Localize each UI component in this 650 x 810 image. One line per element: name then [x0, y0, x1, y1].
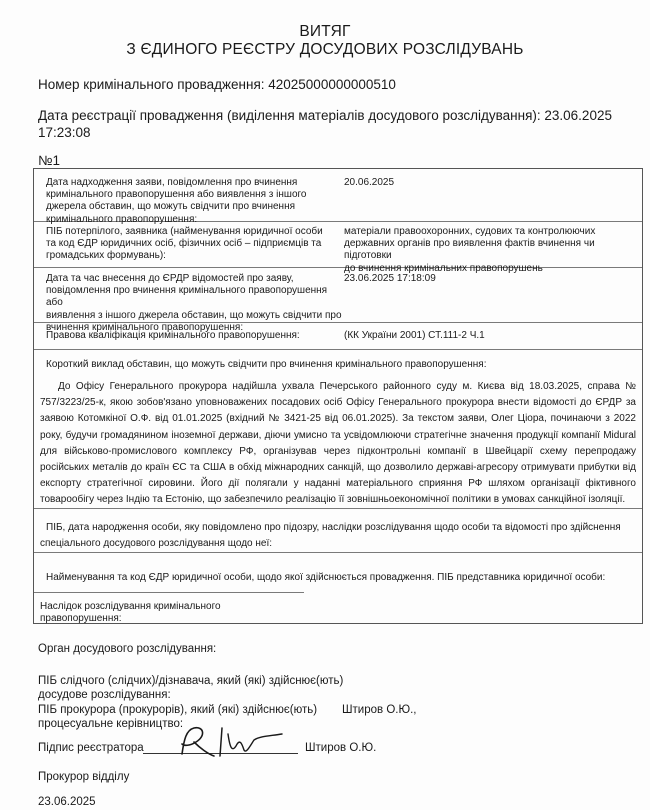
document-title: ВИТЯГ: [299, 23, 351, 40]
department-prosecutor-label: Прокурор відділу: [38, 771, 130, 783]
entry-number: №1: [38, 153, 60, 168]
prosecutor-label: ПІБ прокурора (прокурорів), який (які) здійснює(ють) процесуальне керівництво:: [38, 704, 318, 730]
row-divider: [34, 349, 642, 350]
prosecutor-name: Штиров О.Ю.,: [342, 704, 417, 716]
proceeding-number: Номер кримінального провадження: 42025000000000510: [38, 77, 396, 92]
investigator-label: ПІБ слідчого (слідчих)/дізнавача, який (які) здійснює(ють) досудове розслідування:: [38, 675, 344, 701]
registration-date-line1: Дата реєстрації провадження (виділення матеріалів досудового розслідування): 23.06.2025: [38, 108, 612, 123]
received-date-value: 20.06.2025: [344, 177, 395, 188]
registrar-name: Штиров О.Ю.: [305, 742, 377, 754]
signature-image: [170, 722, 290, 760]
registration-date-line2: 17:23:08: [38, 125, 91, 140]
registrar-signature-label: Підпис реєстратора: [38, 742, 144, 754]
qualification-value: (КК України 2001) СТ.111-2 Ч.1: [344, 330, 485, 341]
legal-entity-label: Найменування та код ЄДР юридичної особи, щодо якої здійснюється провадження. ПІБ представника юридичної особи:: [46, 572, 606, 583]
document-subtitle: З ЄДИНОГО РЕЄСТРУ ДОСУДОВИХ РОЗСЛІДУВАНЬ: [126, 41, 524, 58]
summary-text: До Офісу Генерального прокурора надійшла ухвала Печерського районного суду м. Києва від 18.03.2025, справа № 757/3223/25-к, якою зобов'язано уповноважених посадових осіб Офісу Генерального прокурора внести відомості до ЄРДР за заявою Котомкіної О.Ф. від 01.01.2025 (вхідний № 3421-25 від 06.01.2025). За текстом заяви, Олег Ціора, починаючи з 2022 року, будучи громадянином іноземної держави, діючи умисно та усвідомлюючи стратегічне значення продукції компанії Midural для військово-промислового комплексу РФ, організував через підконтрольні компанії в Швейцарії схему перепродажу російських металів до країн ЄС та США в обхід міжнародних санкцій, що дозволило державі-агресору отримувати прибутки від експорту стратегічної сировини. Його дії полягали у наданні матеріального сприяння РФ шляхом організації фіктивного товарообігу через Індію та Естонію, що забезпечило реалізацію її зовнішньоекономічної політики в умовах санкційної ізоляції.: [40, 381, 636, 506]
victim-label: ПІБ потерпілого, заявника (найменування юридичної особи та код ЄДР юридичних осіб, фізичних осіб – підприємців та громадських формувань):: [46, 226, 323, 262]
received-date-label: Дата надходження заяви, повідомлення про вчинення кримінального правопорушення або виявлення з іншого джерела обставин, що можуть свідчити про вчинення кримінального правопорушення:: [46, 177, 307, 225]
summary-label: Короткий виклад обставин, що можуть свідчити про вчинення кримінального правопорушення:: [46, 359, 487, 370]
investigation-organ-label: Орган досудового розслідування:: [38, 643, 217, 655]
entered-datetime-value: 23.06.2025 17:18:09: [344, 273, 436, 284]
suspect-label-line1: ПІБ, дата народження особи, яку повідомлено про підозру, наслідки розслідування щодо особи та відомості про здійснення: [46, 522, 621, 533]
document-date: 23.06.2025: [38, 796, 96, 808]
qualification-label: Правова кваліфікація кримінального правопорушення:: [46, 330, 300, 341]
entered-datetime-label: Дата та час внесення до ЄРДР відомостей про заяву, повідомлення про вчинення кримінального правопорушення або виявлення з іншого джерела обставин, що можуть свідчити про вчинення кримінального правопорушення:: [46, 273, 342, 333]
suspect-label-line2: спеціального досудового розслідування щодо неї:: [40, 538, 273, 549]
row-divider: [34, 592, 304, 593]
victim-value: матеріали правоохоронних, судових та контролюючих державних органів про виявлення фактів вчинення чи підготовки до вчинення кримінальних правопорушень: [344, 226, 596, 274]
row-divider: [34, 552, 642, 553]
result-label: Наслідок розслідування кримінального правопорушення:: [40, 601, 221, 625]
entry-table: [33, 168, 643, 624]
